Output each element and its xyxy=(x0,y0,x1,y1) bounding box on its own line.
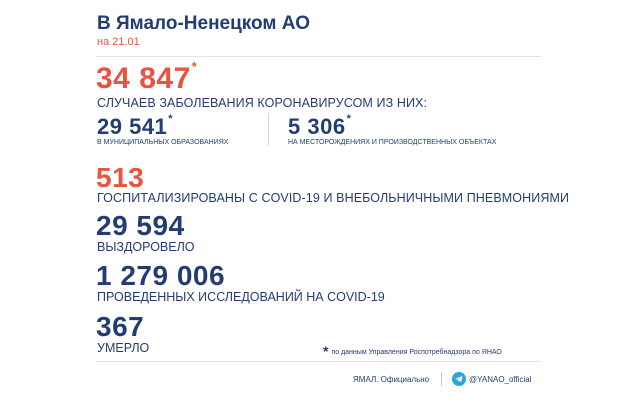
municipal-cases-value: 29 541 xyxy=(97,114,168,139)
fields-cases-value: 5 306 xyxy=(288,114,346,139)
total-cases-footnote-mark: * xyxy=(191,59,198,74)
total-cases-value: 34 847 xyxy=(96,62,191,95)
recovered-label: ВЫЗДОРОВЕЛО xyxy=(97,240,195,254)
footnote-mark: * xyxy=(323,343,329,359)
fields-cases-label: НА МЕСТОРОЖДЕНИЯХ И ПРОИЗВОДСТВЕННЫХ ОБЪЕКТАХ xyxy=(288,139,497,146)
fields-cases-block xyxy=(288,113,352,139)
telegram-icon[interactable] xyxy=(452,372,466,386)
footer-brand: ЯМАЛ. Официально xyxy=(353,375,430,384)
footer-separator xyxy=(441,372,442,386)
top-divider xyxy=(96,56,541,57)
bottom-divider xyxy=(96,361,541,362)
hospitalized-value: 513 xyxy=(96,162,145,193)
municipal-cases-footnote-mark: * xyxy=(168,113,174,125)
footer-handle-link[interactable]: @YANAO_official xyxy=(469,375,532,384)
municipal-cases-block xyxy=(97,113,174,139)
deaths-value: 367 xyxy=(96,311,145,342)
deaths-label: УМЕРЛО xyxy=(97,341,150,355)
footnote-text: по данным Управления Роспотребнадзора по ЯНАО xyxy=(331,349,502,356)
hospitalized-label: ГОСПИТАЛИЗИРОВАНЫ С COVID-19 И ВНЕБОЛЬНИЧНЫМИ ПНЕВМОНИЯМИ xyxy=(97,191,570,205)
fields-cases-footnote-mark: * xyxy=(346,113,352,125)
municipal-cases-label: В МУНИЦИПАЛЬНЫХ ОБРАЗОВАНИЯХ xyxy=(97,139,229,146)
total-cases-label: СЛУЧАЕВ ЗАБОЛЕВАНИЯ КОРОНАВИРУСОМ ИЗ НИХ: xyxy=(97,96,428,110)
vertical-divider xyxy=(268,113,269,146)
date-label: на 21.01 xyxy=(97,36,140,48)
recovered-value: 29 594 xyxy=(96,210,185,241)
page-title: В Ямало-Ненецком АО xyxy=(97,13,310,34)
tests-value: 1 279 006 xyxy=(96,260,226,291)
total-cases-block xyxy=(96,59,198,95)
tests-label: ПРОВЕДЕННЫХ ИССЛЕДОВАНИЙ НА COVID-19 xyxy=(97,290,385,304)
footnote xyxy=(323,341,502,357)
